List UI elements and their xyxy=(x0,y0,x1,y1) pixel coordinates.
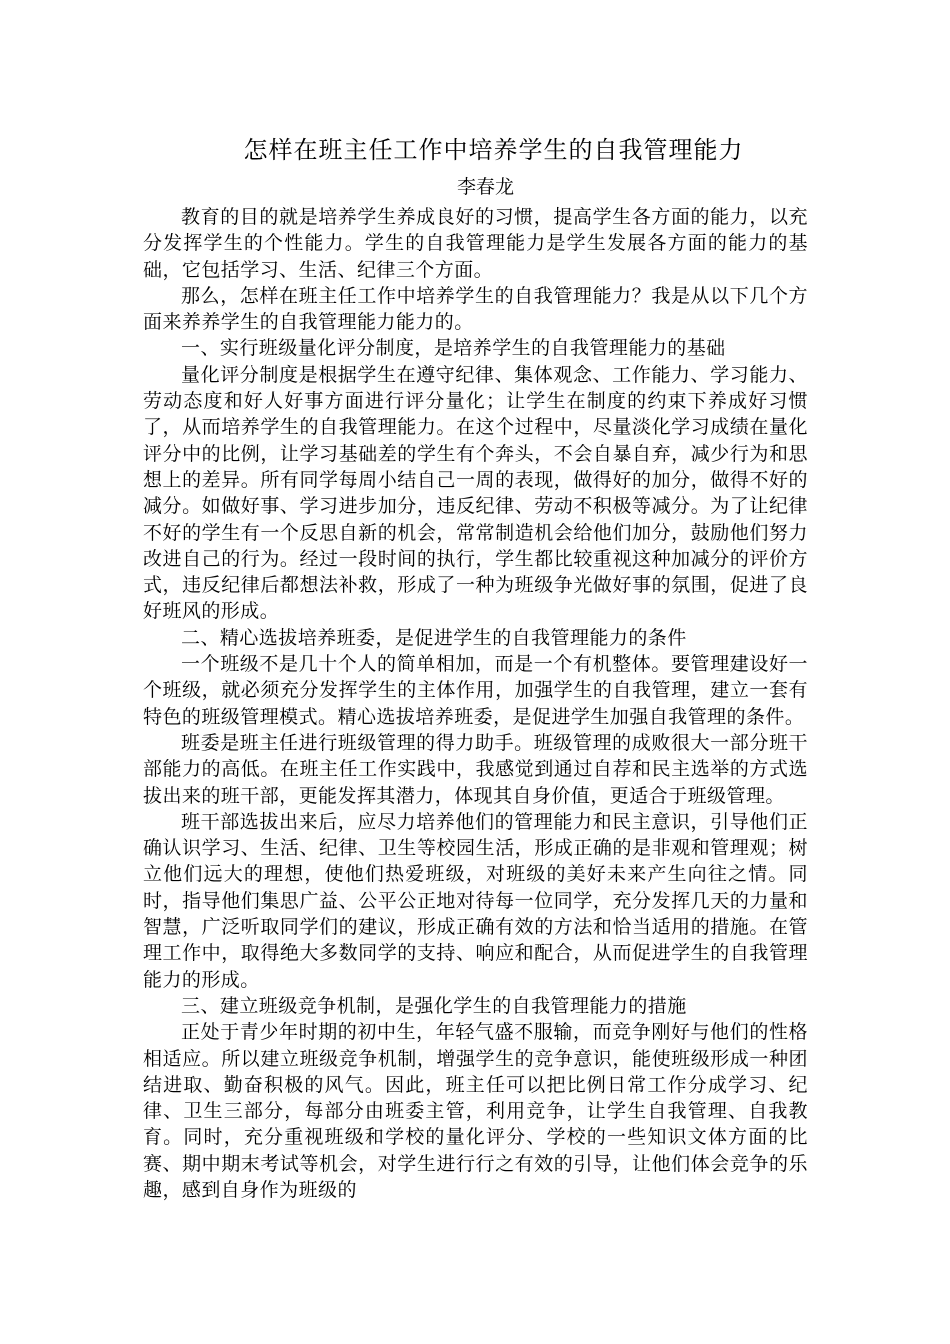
document-author: 李春龙 xyxy=(456,176,514,198)
paragraph-section-2b: 班委是班主任进行班级管理的得力助手。班级管理的成败很大一部分班干部能力的高低。在班主任工作实践中，我感觉到通过自荐和民主选举的方式选拔出来的班干部，更能发挥其潜力，体现其自身价值，更适合于班级管理。 xyxy=(143,731,808,807)
document-body xyxy=(143,204,808,1203)
paragraph-section-3: 正处于青少年时期的初中生，年轻气盛不服输，而竞争刚好与他们的性格相适应。所以建立班级竞争机制，增强学生的竞争意识，能使班级形成一种团结进取、勤奋积极的风气。因此，班主任可以把比例日常工作分成学习、纪律、卫生三部分，每部分由班委主管，利用竞争，让学生自我管理、自我教育。同时，充分重视班级和学校的量化评分、学校的一些知识文体方面的比赛、期中期末考试等机会，对学生进行行之有效的引导，让他们体会竞争的乐趣，感到自身作为班级的 xyxy=(143,1021,808,1201)
paragraph-section-2a: 一个班级不是几十个人的简单相加，而是一个有机整体。要管理建设好一个班级，就必须充分发挥学生的主体作用，加强学生的自我管理，建立一套有特色的班级管理模式。精心选拔培养班委，是促进学生加强自我管理的条件。 xyxy=(143,653,808,728)
paragraph-section-1: 量化评分制度是根据学生在遵守纪律、集体观念、工作能力、学习能力、劳动态度和好人好事方面进行评分量化；让学生在制度的约束下养成好习惯了，从而培养学生的自我管理能力。在这个过程中，尽量淡化学习成绩在量化评分中的比例，让学习基础差的学生有个奔头，不会自暴自弃，减少行为和思想上的差异。所有同学每周小结自己一周的表现，做得好的加分，做得不好的减分。如做好事、学习进步加分，违反纪律、劳动不积极等减分。为了让纪律不好的学生有一个反思自新的机会，常常制造机会给他们加分，鼓励他们努力改进自己的行为。经过一段时间的执行，学生都比较重视这种加减分的评价方式，违反纪律后都想法补救，形成了一种为班级争光做好事的氛围，促进了良好班风的形成。 xyxy=(143,363,808,623)
paragraph-section-2c: 班干部选拔出来后，应尽力培养他们的管理能力和民主意识，引导他们正确认识学习、生活、纪律、卫生等校园生活，形成正确的是非观和管理观；树立他们远大的理想，使他们热爱班级，对班级的美好未来产生向往之情。同时，指导他们集思广益、公平公正地对待每一位同学，充分发挥几天的力量和智慧，广泛听取同学们的建议，形成正确有效的方法和恰当适用的措施。在管理工作中，取得绝大多数同学的支持、响应和配合，从而促进学生的自我管理能力的形成。 xyxy=(143,810,808,991)
document-title: 怎样在班主任工作中培养学生的自我管理能力 xyxy=(243,136,744,164)
section-heading-1: 一、实行班级量化评分制度，是培养学生的自我管理能力的基础 xyxy=(181,337,726,360)
document-page xyxy=(143,132,808,1203)
section-heading-3: 三、建立班级竞争机制，是强化学生的自我管理能力的措施 xyxy=(181,994,687,1017)
paragraph-question: 那么，怎样在班主任工作中培养学生的自我管理能力？我是从以下几个方面来养养学生的自我管理能力能力的。 xyxy=(143,284,808,334)
section-heading-2: 二、精心选拔培养班委，是促进学生的自我管理能力的条件 xyxy=(181,626,687,649)
paragraph-intro: 教育的目的就是培养学生养成良好的习惯，提高学生各方面的能力，以充分发挥学生的个性能力。学生的自我管理能力是学生发展各方面的能力的基础，它包括学习、生活、纪律三个方面。 xyxy=(143,206,808,281)
